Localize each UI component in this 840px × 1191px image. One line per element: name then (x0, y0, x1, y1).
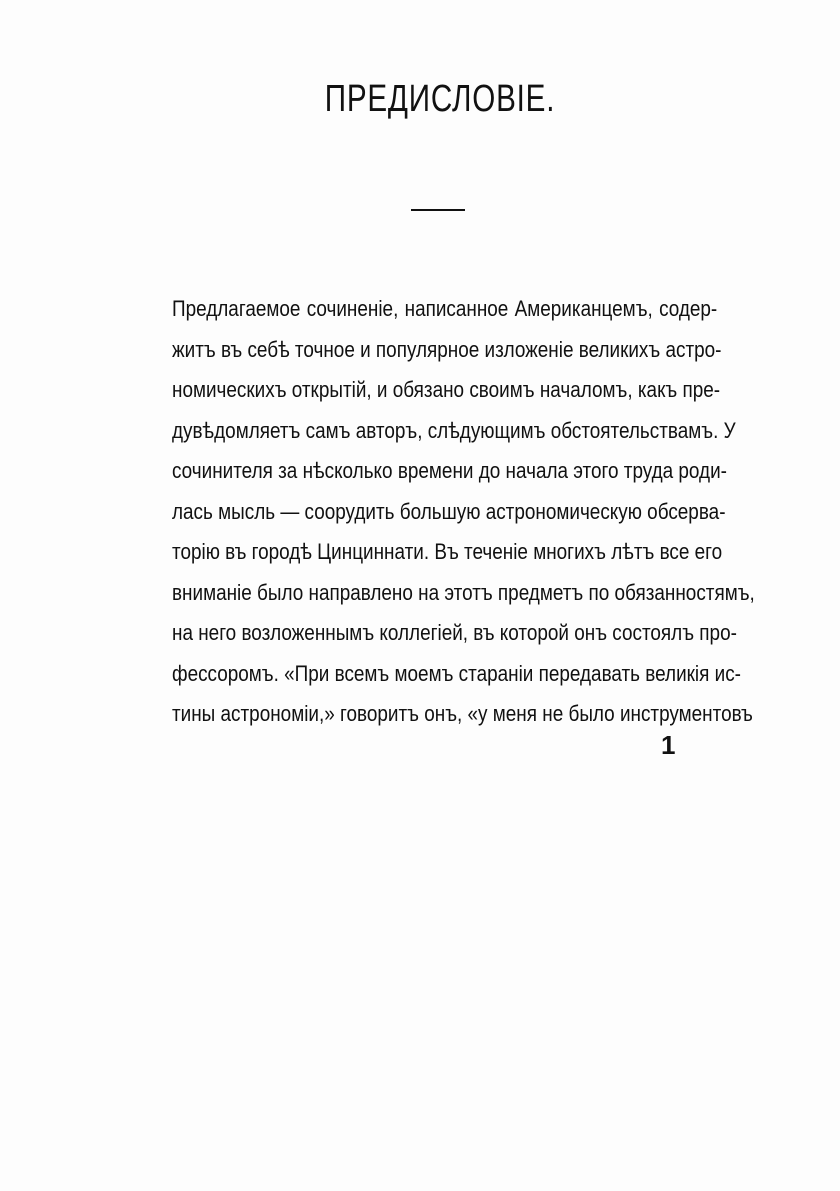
page-number: 1 (661, 730, 676, 760)
text-line: Предлагаемое сочиненіе, написанное Американцемъ, содер- (172, 296, 718, 321)
text-line: торію въ городѣ Цинциннати. Въ теченіе многихъ лѣтъ все его (172, 539, 723, 564)
text-line: номическихъ открытій, и обязано своимъ началомъ, какъ пре- (172, 377, 721, 402)
text-line: дувѣдомляетъ самъ авторъ, слѣдующимъ обстоятельствамъ. У (172, 417, 736, 443)
text-line: тины астрономіи,» говоритъ онъ, «у меня не было инструментовъ (172, 701, 753, 726)
text-line: вниманіе было направлено на этотъ предметъ по обязанностямъ, (172, 579, 755, 605)
text-line: сочинителя за нѣсколько времени до начала этого труда роди- (172, 458, 727, 483)
preface-paragraph (172, 294, 755, 740)
text-line: житъ въ себѣ точное и популярное изложеніе великихъ астро- (172, 336, 722, 362)
title-divider (411, 209, 465, 211)
text-line: на него возложеннымъ коллегіей, въ которой онъ состоялъ про- (172, 620, 737, 645)
text-line: фессоромъ. «При всемъ моемъ стараніи передавать великія ис- (172, 660, 741, 686)
text-line: лась мысль — соорудить большую астрономическую обсерва- (172, 498, 726, 524)
page-title: ПРЕДИСЛОВІЕ. (324, 78, 556, 120)
